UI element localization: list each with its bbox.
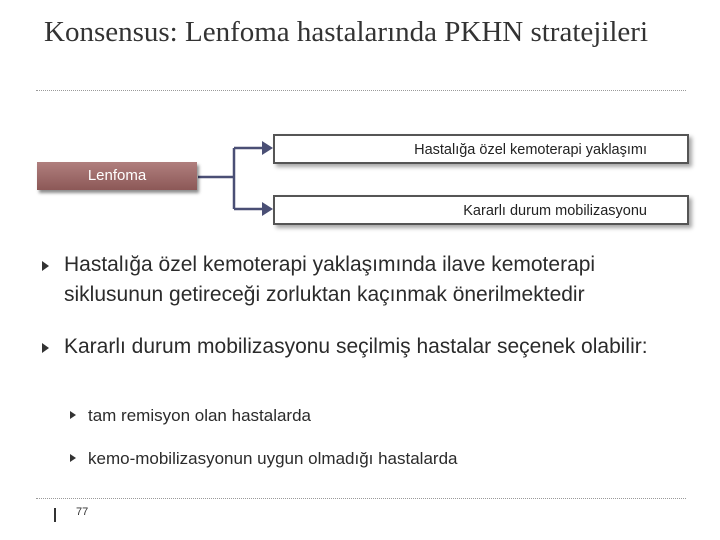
triangle-bullet-icon <box>42 261 49 271</box>
footer-divider <box>36 498 686 499</box>
slide-title: Konsensus: Lenfoma hastalarında PKHN stratejileri <box>44 16 649 48</box>
bullet-list <box>40 250 700 362</box>
bullet-text: Hastalığa özel kemoterapi yaklaşımında ilave kemoterapi siklusunun getireceği zorluktan kaçınmak önerilmektedir <box>64 253 596 306</box>
triangle-bullet-icon <box>70 454 76 462</box>
bullet-item <box>40 332 700 362</box>
triangle-bullet-icon <box>42 343 49 353</box>
lenfoma-box: Lenfoma <box>37 162 197 190</box>
sub-bullet-text: kemo-mobilizasyonun uygun olmadığı hastalarda <box>88 449 458 468</box>
sub-bullet-text: tam remisyon olan hastalarda <box>88 406 312 425</box>
option-steady-state-mobilization: Kararlı durum mobilizasyonu <box>273 195 689 225</box>
triangle-bullet-icon <box>70 411 76 419</box>
page-number: 77 <box>76 506 89 518</box>
footer-marker <box>54 508 56 522</box>
bullet-item <box>40 250 700 310</box>
bullet-text: Kararlı durum mobilizasyonu seçilmiş hastalar seçenek olabilir: <box>64 335 648 358</box>
sub-bullet-item <box>70 448 457 470</box>
option-disease-specific-chemo: Hastalığa özel kemoterapi yaklaşımı <box>273 134 689 164</box>
sub-bullet-item <box>70 405 311 427</box>
